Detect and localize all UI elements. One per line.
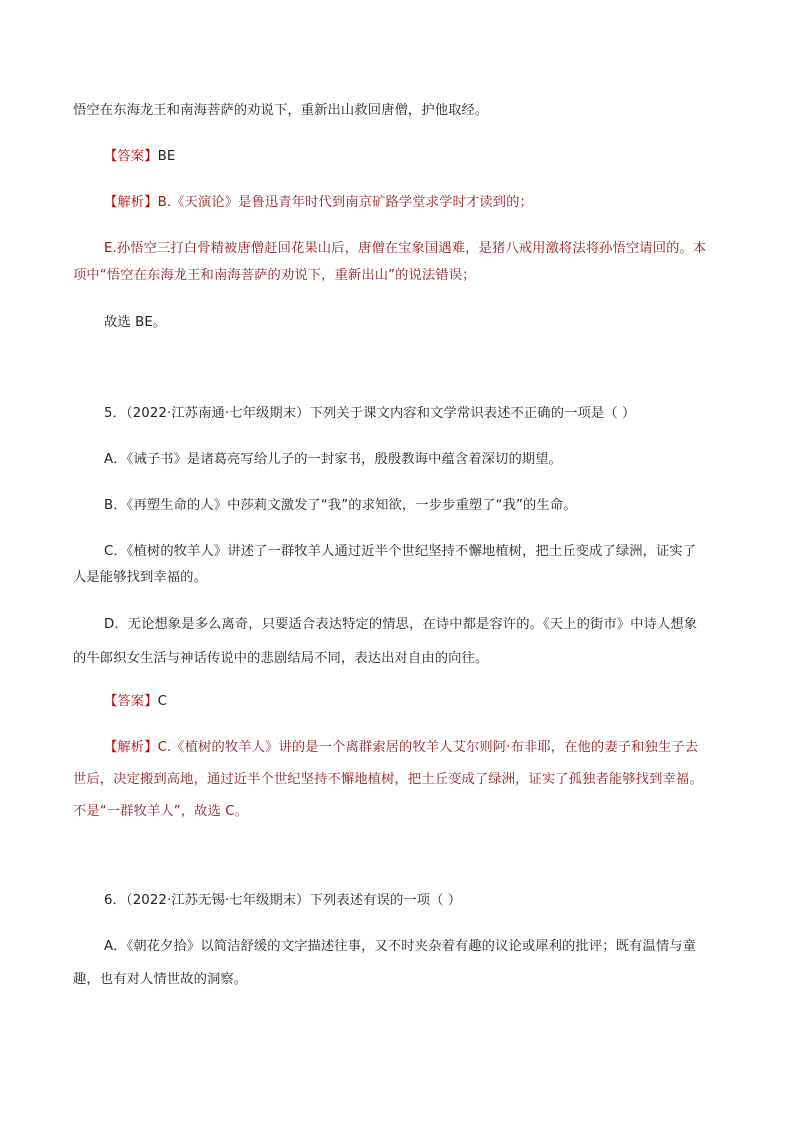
analysis-tag: 【解析】 (104, 740, 158, 755)
question-6-stem: 6．（2022·江苏无锡·七年级期末）下列表述有误的一项（ ） (104, 893, 462, 908)
analysis-tag: 【解析】 (104, 195, 158, 210)
prev-conclusion: 故选 BE。 (104, 315, 167, 330)
answer-tag: 【答案】 (104, 694, 158, 709)
prev-answer (104, 148, 175, 166)
question-5-analysis-line: 世后，决定搬到高地，通过近半个世纪坚持不懈地植树，把土丘变成了绿洲，证实了孤独者能够找到幸福。 (73, 772, 703, 787)
question-5-option-c: C．《植树的牧羊人》讲述了一群牧羊人通过近半个世纪坚持不懈地植树，把土丘变成了绿洲，证实了 (104, 544, 697, 559)
analysis-text: C.《植树的牧羊人》讲的是一个离群索居的牧羊人艾尔则阿·布非耶，在他的妻子和独生子去 (157, 740, 699, 755)
prev-analysis-line: E.孙悟空三打白骨精被唐僧赶回花果山后，唐僧在宝象国遇难，是猪八戒用激将法将孙悟空请回的。本 (104, 241, 707, 256)
answer-value: BE (157, 149, 176, 164)
question-5-stem: 5．（2022·江苏南通·七年级期末）下列关于课文内容和文学常识表述不正确的一项是（ ） (104, 406, 636, 421)
question-5-option-b: B．《再塑生命的人》中莎莉文激发了“我”的求知欲，一步步重塑了“我”的生命。 (104, 498, 577, 513)
question-5-analysis (104, 739, 698, 757)
question-5-option-d-cont: 的牛郎织女生活与神话传说中的悲剧结局不同，表达出对自由的向往。 (73, 651, 489, 666)
answer-tag: 【答案】 (104, 149, 158, 164)
answer-value: C (157, 694, 167, 709)
question-5-option-c-cont: 人是能够找到幸福的。 (73, 570, 207, 585)
prev-analysis (104, 194, 533, 212)
prev-analysis-line: 项中“悟空在东海龙王和南海菩萨的劝说下，重新出山”的说法错误； (73, 268, 476, 283)
question-5-analysis-line: 不是“一群牧羊人”，故选 C。 (73, 804, 249, 819)
question-5-answer (104, 693, 167, 711)
question-5-option-d: D．无论想象是多么离奇，只要适合表达特定的情思，在诗中都是容许的。《天上的街市》中诗人想象 (104, 617, 698, 632)
prev-question-continuation: 悟空在东海龙王和南海菩萨的劝说下，重新出山救回唐僧，护他取经。 (73, 103, 489, 118)
question-6-option-a-cont: 趣，也有对人情世故的洞察。 (73, 972, 248, 987)
question-6-option-a: A．《朝花夕拾》以简洁舒缓的文字描述往事，又不时夹杂着有趣的议论或犀利的批评；既有温情与童 (104, 939, 697, 954)
analysis-text: B.《天演论》是鲁迅青年时代到南京矿路学堂求学时才读到的； (157, 195, 533, 210)
question-5-option-a: A．《诫子书》是诸葛亮写给儿子的一封家书，殷殷教诲中蕴含着深切的期望。 (104, 452, 563, 467)
